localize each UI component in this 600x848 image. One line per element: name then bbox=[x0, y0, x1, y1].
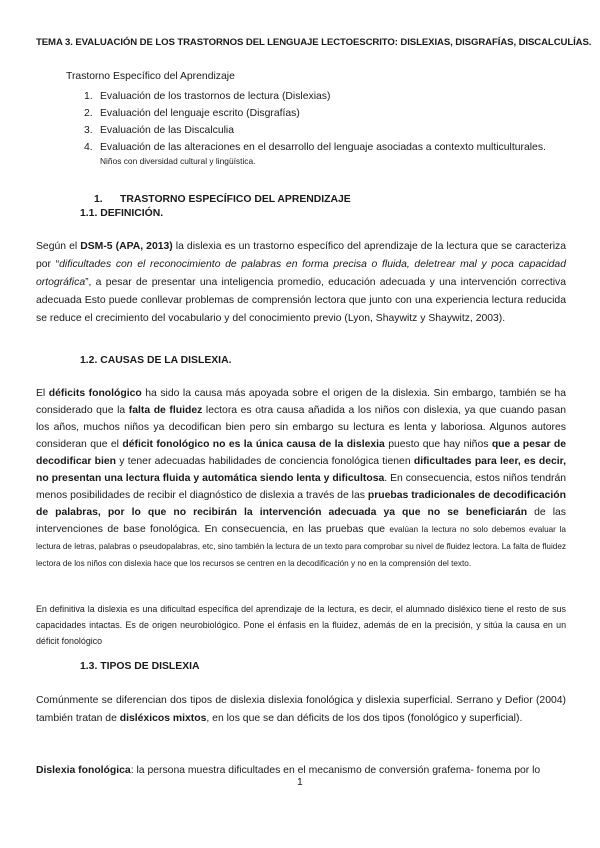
toc-item-subtitle: Niños con diversidad cultural y lingüística. bbox=[100, 156, 256, 166]
types-paragraph: Comúnmente se diferencian dos tipos de dislexia dislexia fonológica y dislexia superficial. Serrano y Defior (2004) también tratan de disléxicos mixtos, en los que se dan déficits de los dos tipos (fonológico y superficial). bbox=[36, 695, 566, 724]
toc-item: 2. Evaluación del lenguaje escrito (Disgrafías) bbox=[84, 108, 300, 119]
toc-item: 3. Evaluación de las Discalculia bbox=[84, 125, 234, 136]
summary-paragraph: En definitiva la dislexia es una dificultad específica del aprendizaje de la lectura, es decir, el alumnado disléxico tiene el resto de sus capacidades intactas. Es de origen neurobiológico. Pone el énfasis en la fluidez, además de en la precisión, y sitúa la causa en un déficit fonológico bbox=[36, 604, 566, 646]
phonological-dyslexia-paragraph: Dislexia fonológica: la persona muestra dificultades en el mecanismo de conversión grafema- fonema por lo bbox=[36, 765, 541, 776]
definition-paragraph: Según el DSM-5 (APA, 2013) la dislexia es un trastorno específico del aprendizaje de la lectura que se caracteriza por “dificultades con el reconocimiento de palabras en forma precisa o fluida, deletrear mal y poca capacidad ortográfica”, a pesar de presentar una inteligencia promedio, educación adecuada y una intervención correctiva adecuada Esto puede conllevar problemas de comprensión lectora que junto con una experiencia lectura reducida se reduce el crecimiento del vocabulario y del conocimiento previo (Lyon, Shaywitz y Shaywitz, 2003). bbox=[36, 241, 566, 324]
section-heading-1-3: 1.3. TIPOS DE DISLEXIA bbox=[80, 661, 200, 672]
section-heading-1-1: 1.1. DEFINICIÓN. bbox=[80, 208, 164, 219]
section-heading-1: 1. TRASTORNO ESPECÍFICO DEL APRENDIZAJE bbox=[94, 194, 351, 205]
toc-item: 1. Evaluación de los trastornos de lectura (Dislexias) bbox=[84, 91, 331, 102]
causes-paragraph: El déficits fonológico ha sido la causa más apoyada sobre el origen de la dislexia. Sin embargo, también se ha considerado que la falta de fluidez lectora es otra causa añadida a los niños con dislexia, ya que cuando pasan los años, muchos niños ya decodifican bien pero sin embargo su lectura es lenta y laboriosa. Algunos autores consideran que el déficit fonológico no es la única causa de la dislexia puesto que hay niños que a pesar de decodificar bien y tener adecuadas habilidades de conciencia fonológica tienen dificultades para leer, es decir, no presentan una lectura fluida y automática siendo lenta y dificultosa. En consecuencia, estos niños tendrán menos posibilidades de recibir el diagnóstico de dislexia a través de las pruebas tradicionales de decodificación de palabras, por lo que no recibirán la intervención adecuada ya que no se beneficiarán de las intervenciones de base fonológica. En consecuencia, en las pruebas que evalúan la lectura no solo debemos evaluar la lectura de letras, palabras o pseudopalabras, etc, sino también la lectura de un texto para comprobar su nivel de fluidez lectora. La falta de fluidez lectora de los niños con dislexia hace que los recursos se centren en la decodificación y no en la comprensión del texto. bbox=[36, 388, 567, 568]
section-heading-1-2: 1.2. CAUSAS DE LA DISLEXIA. bbox=[80, 355, 232, 366]
toc-heading: Trastorno Específico del Aprendizaje bbox=[66, 71, 235, 82]
table-of-contents bbox=[84, 88, 546, 167]
document-title: TEMA 3. EVALUACIÓN DE LOS TRASTORNOS DEL LENGUAJE LECTOESCRITO: DISLEXIAS, DISGRAFÍAS, DISCALCULÍAS. bbox=[36, 37, 592, 48]
page-number: 1 bbox=[297, 777, 303, 788]
toc-item: 4. Evaluación de las alteraciones en el desarrollo del lenguaje asociadas a contexto multiculturales. bbox=[84, 142, 546, 153]
